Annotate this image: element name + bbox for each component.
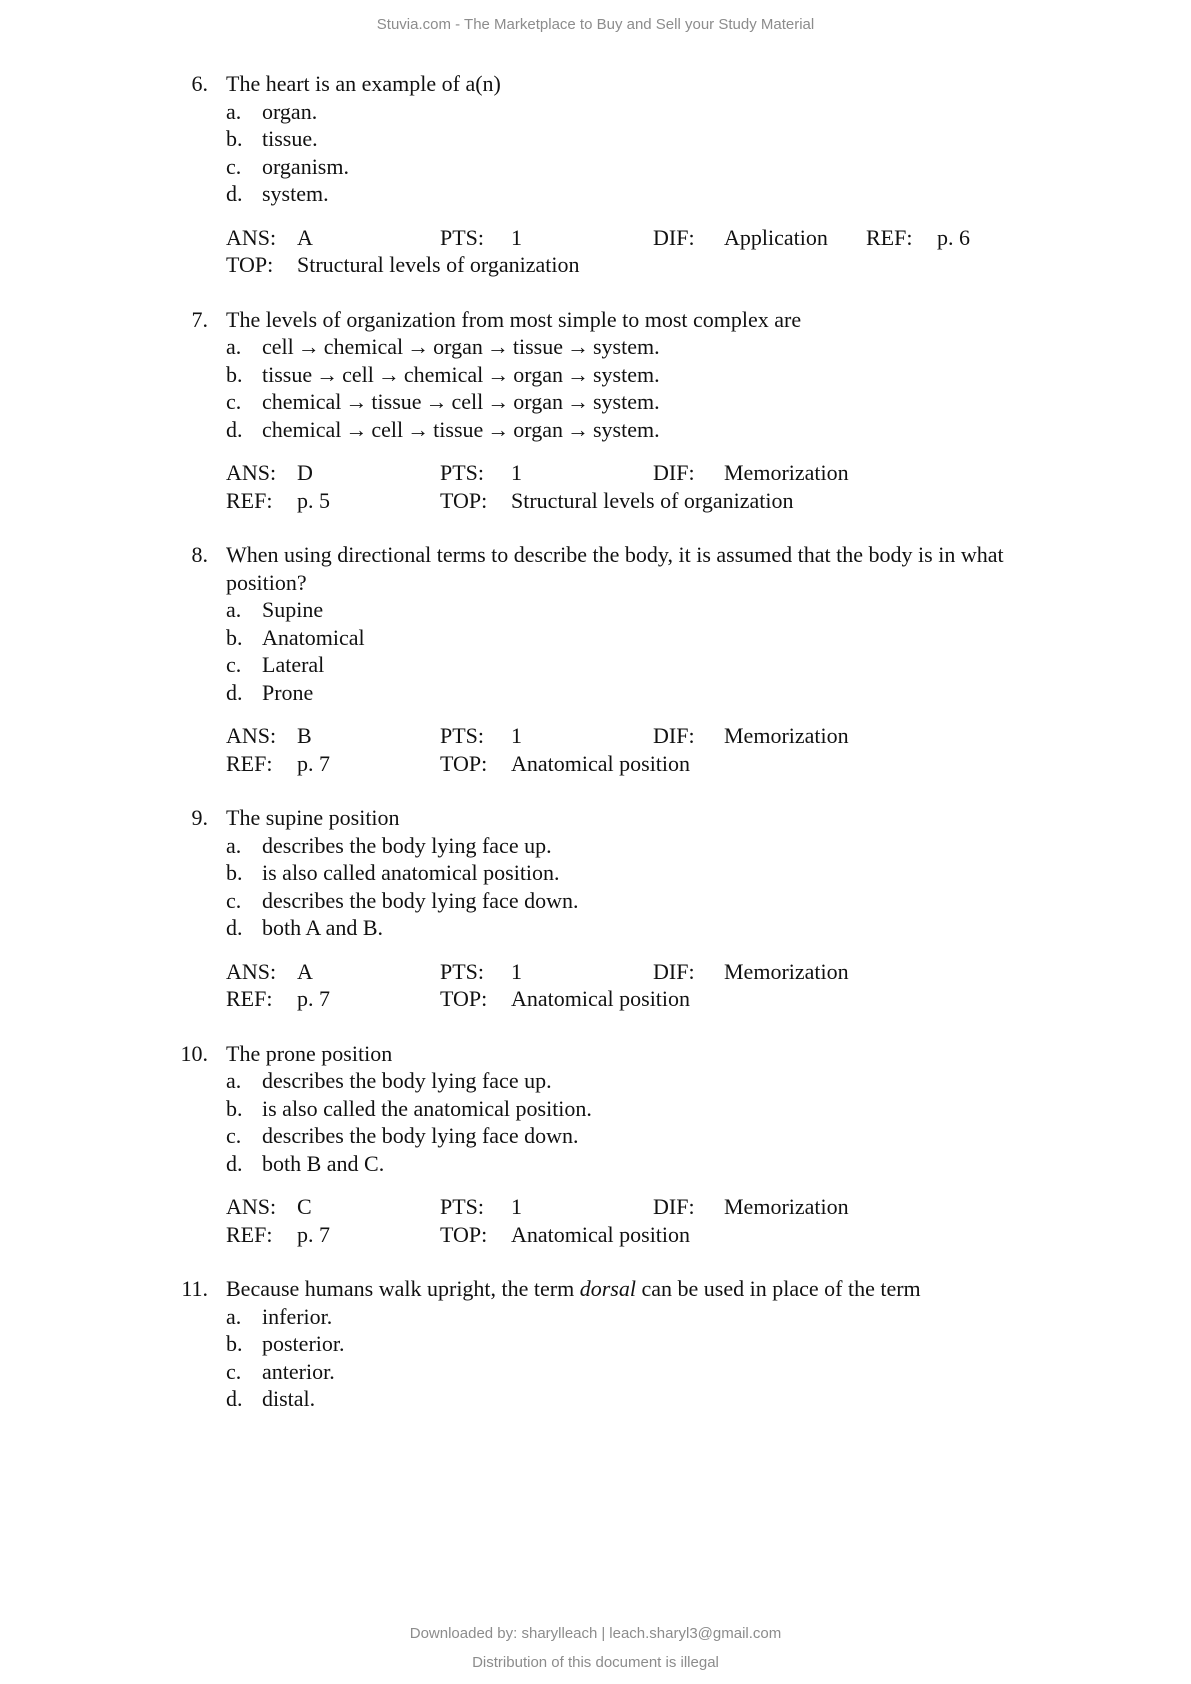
ref-value: p. 6 [937,224,970,250]
answer-metadata [0,224,1191,279]
dif-value: Application [724,224,828,250]
option-text: describes the body lying face down. [262,1123,579,1148]
option-text: describes the body lying face up. [262,832,552,858]
pts-value: 1 [511,958,522,984]
arrow-icon: → [407,334,430,359]
ref-label: REF: [226,1221,273,1247]
arrow-icon: → [377,361,400,387]
question-stem: The heart is an example of a(n) [226,71,501,96]
option-label: b. [226,624,243,650]
question-stem: When using directional terms to describe the body, it is assumed that the body is in what position? [226,542,1004,595]
top-value: Anatomical position [511,986,691,1011]
stem-italic-term: dorsal [579,1276,636,1301]
ref-value: p. 7 [297,986,330,1011]
answer-option [226,180,1191,208]
ref-label: REF: [226,986,273,1011]
ans-value: D [297,460,313,485]
dif-value: Memorization [724,460,849,485]
option-label: c. [226,389,242,414]
option-label: c. [226,887,242,913]
ref-label: REF: [226,750,273,776]
option-label: d. [226,1386,243,1411]
option-label: a. [226,597,242,622]
pts-label: PTS: [440,958,485,984]
pts-label: PTS: [440,1194,485,1219]
arrow-icon: → [345,389,368,414]
step: chemical [262,389,342,414]
arrow-icon: → [567,334,589,359]
ref-label: REF: [226,487,273,513]
question-number: 6. [191,71,208,96]
option-text: inferior. [262,1303,333,1329]
arrow-icon: → [297,334,320,359]
step: organ [513,361,563,387]
option-label: c. [226,153,242,179]
stem-text: can be used in place of the term [636,1276,921,1301]
arrow-icon: → [486,334,509,359]
step: cell [451,389,484,414]
question-8 [0,541,1191,777]
step: organ [513,389,563,414]
question-7 [0,306,1191,515]
answer-option [226,832,1191,860]
step: cell [342,361,374,387]
step: system. [593,389,660,414]
step: chemical [403,361,484,387]
pts-value: 1 [511,460,522,485]
ans-label: ANS: [226,958,277,984]
ref-label: REF: [866,224,913,250]
pts-label: PTS: [440,723,485,748]
option-text [262,361,660,389]
option-label: a. [226,334,242,359]
option-text [262,416,660,444]
answer-option [226,596,1191,624]
option-label: c. [226,1123,242,1148]
question-stem: The supine position [226,805,400,830]
top-label: TOP: [440,750,488,776]
ans-label: ANS: [226,460,277,485]
separator: | [601,1625,606,1642]
option-text: anterior. [262,1358,335,1384]
option-text: Supine [262,597,324,622]
question-stem: The prone position [226,1040,393,1066]
page-header: Stuvia.com - The Marketplace to Buy and Sell your Study Material [376,16,815,33]
answer-option [226,887,1191,915]
ans-value: A [297,958,313,984]
option-label: d. [226,679,243,705]
answer-option [226,1150,1191,1178]
option-text [262,388,660,416]
option-text: organ. [262,98,318,124]
arrow-icon: → [487,361,510,387]
option-label: a. [226,98,242,124]
step: chemical [323,334,404,359]
arrow-icon: → [407,416,430,442]
ref-value: p. 5 [297,487,330,513]
arrow-icon: → [345,416,368,442]
ans-label: ANS: [226,723,277,748]
answer-option [226,1095,1191,1123]
option-label: c. [226,652,242,677]
option-label: c. [226,1358,242,1384]
option-label: b. [226,860,243,885]
answer-option [226,1067,1191,1095]
option-label: b. [226,1095,243,1121]
answer-option [226,388,1191,416]
step: cell [262,334,294,359]
option-text: both A and B. [262,915,384,940]
arrow-icon: → [487,389,510,414]
question-number: 9. [191,805,208,830]
answer-option [226,1303,1191,1331]
arrow-icon: → [567,389,589,414]
option-text: describes the body lying face up. [262,1068,552,1093]
answer-option [226,153,1191,181]
option-label: a. [226,1303,242,1329]
question-number: 7. [191,306,208,332]
dif-label: DIF: [653,723,695,748]
option-label: a. [226,1068,242,1093]
email: leach.sharyl3@gmail.com [609,1625,782,1642]
option-text: is also called the anatomical position. [262,1095,592,1121]
step: chemical [262,416,342,442]
answer-metadata [0,1193,1191,1248]
step: organ [513,416,563,442]
answer-option [226,1385,1191,1413]
dif-value: Memorization [724,958,849,984]
step: organ [433,334,483,359]
top-label: TOP: [440,986,488,1011]
answer-option [226,98,1191,126]
dif-label: DIF: [653,460,695,485]
ref-value: p. 7 [297,750,330,776]
answer-option [226,1330,1191,1358]
pts-value: 1 [511,723,522,748]
question-10 [0,1040,1191,1249]
option-text: system. [262,181,329,206]
answer-option [226,651,1191,679]
ans-value: C [297,1194,312,1219]
pts-value: 1 [511,1194,522,1219]
answer-metadata [0,958,1191,1013]
step: system. [593,361,660,387]
ans-value: B [297,723,312,748]
arrow-icon: → [316,361,339,387]
answer-option [226,914,1191,942]
option-label: b. [226,361,243,387]
option-label: d. [226,416,243,442]
option-label: b. [226,126,243,151]
option-text: describes the body lying face down. [262,887,579,913]
option-text: organism. [262,153,349,179]
question-11 [0,1275,1191,1413]
question-number: 10. [180,1040,208,1066]
answer-option [226,679,1191,707]
stem-text: Because humans walk upright, the term [226,1276,580,1301]
answer-option [226,859,1191,887]
downloaded-by: Downloaded by: sharylleach [409,1625,598,1642]
ref-value: p. 7 [297,1221,330,1247]
option-text: distal. [262,1386,316,1411]
question-stem [226,1275,1086,1303]
arrow-icon: → [567,361,589,387]
dif-label: DIF: [653,224,695,250]
answer-option [226,333,1191,361]
step: tissue [371,389,422,414]
question-number: 8. [191,542,208,567]
option-label: b. [226,1331,243,1356]
answer-option [226,1358,1191,1386]
option-text: is also called anatomical position. [262,860,560,885]
pts-label: PTS: [440,460,485,485]
arrow-icon: → [567,416,589,442]
question-6 [0,70,1191,279]
dif-label: DIF: [653,958,695,984]
ans-value: A [297,224,313,250]
ans-label: ANS: [226,224,277,250]
top-value: Structural levels of organization [297,252,580,277]
option-label: d. [226,1150,243,1176]
download-info [0,1625,1191,1642]
step: system. [593,416,660,442]
answer-option [226,361,1191,389]
top-label: TOP: [440,1221,488,1247]
option-text: Prone [262,679,314,705]
top-label: TOP: [440,487,488,513]
option-text: both B and C. [262,1150,385,1176]
ans-label: ANS: [226,1194,277,1219]
question-stem: The levels of organization from most simple to most complex are [226,306,802,332]
answer-option [226,125,1191,153]
arrow-icon: → [487,416,510,442]
top-value: Anatomical position [511,1221,691,1247]
top-value: Structural levels of organization [511,487,794,513]
step: cell [371,416,404,442]
answer-metadata [0,459,1191,514]
step: tissue [433,416,484,442]
option-label: d. [226,915,243,940]
question-list [0,70,1191,1413]
distribution-notice: Distribution of this document is illegal [472,1654,719,1671]
option-text: Lateral [262,652,325,677]
option-text: posterior. [262,1331,345,1356]
step: tissue [512,334,563,359]
option-label: a. [226,832,242,858]
pts-label: PTS: [440,224,485,250]
dif-value: Memorization [724,1194,849,1219]
step: system. [593,334,660,359]
dif-value: Memorization [724,723,849,748]
pts-value: 1 [511,224,522,250]
arrow-icon: → [425,389,448,414]
answer-option [226,1122,1191,1150]
top-value: Anatomical position [511,750,691,776]
option-text [262,333,660,361]
option-text: Anatomical [262,624,365,650]
question-number: 11. [181,1276,208,1301]
answer-option [226,416,1191,444]
question-9 [0,804,1191,1013]
top-label: TOP: [226,252,274,277]
option-text: tissue. [262,126,318,151]
option-label: d. [226,181,243,206]
answer-option [226,624,1191,652]
step: tissue [262,361,313,387]
dif-label: DIF: [653,1194,695,1219]
answer-metadata [0,722,1191,777]
